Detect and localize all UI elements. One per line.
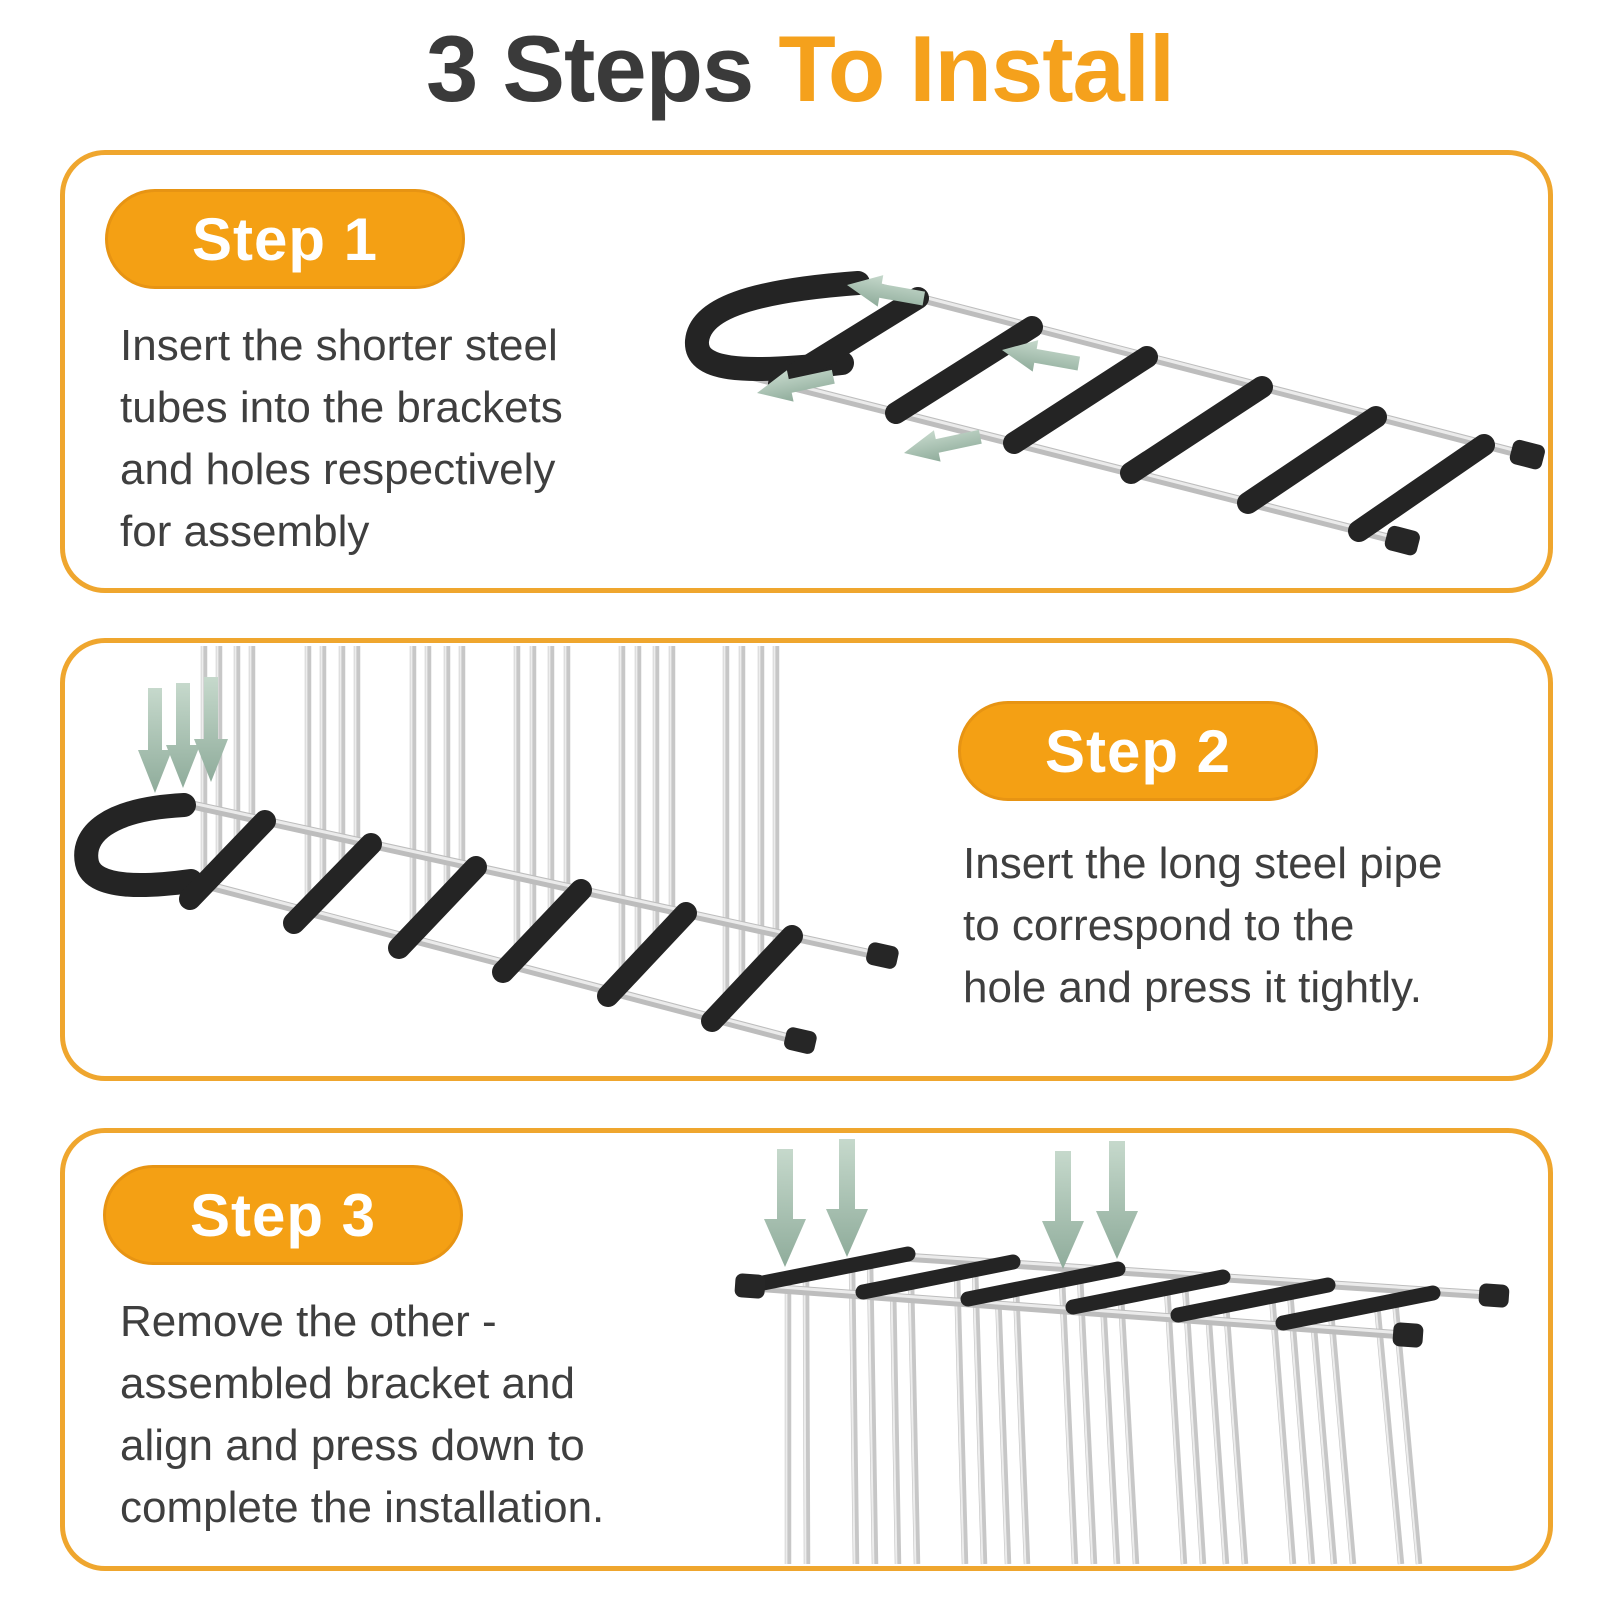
step2-figure-pipes-into-frame (69, 643, 929, 1076)
step2-panel (60, 638, 1553, 1081)
end-cap (783, 1026, 818, 1055)
step3-description (120, 1291, 604, 1539)
description-line: hole and press it tightly. (963, 963, 1422, 1012)
steel-rail-back (174, 799, 876, 955)
end-cap (865, 941, 900, 970)
step1-panel (60, 150, 1553, 593)
step2-badge (958, 701, 1318, 801)
step1-badge-label: Step 1 (191, 205, 379, 273)
down-arrow-icon (138, 688, 172, 793)
down-arrow-icon (166, 683, 200, 788)
description-line: assembled bracket and (120, 1359, 575, 1408)
step1-badge (105, 189, 465, 289)
description-line: to correspond to the (963, 901, 1355, 950)
press-down-arrows (764, 1139, 1138, 1269)
description-line: for assembly (120, 507, 370, 556)
page-title-accent: To Install (753, 16, 1175, 121)
description-line: tubes into the brackets (120, 383, 563, 432)
step1-figure-rack-frame (600, 223, 1550, 585)
step3-figure-top-bracket (693, 1135, 1538, 1566)
description-line: Insert the long steel pipe (963, 839, 1443, 888)
description-line: and holes respectively (120, 445, 556, 494)
page-title (0, 16, 1600, 121)
description-line: complete the installation. (120, 1483, 605, 1532)
down-arrow-icon (194, 677, 228, 782)
end-cap (1383, 524, 1421, 556)
down-arrow-icon (1096, 1141, 1138, 1259)
down-arrow-icon (764, 1149, 806, 1267)
down-arrow-icon (1042, 1151, 1084, 1269)
step1-description (120, 315, 563, 563)
step2-description (963, 833, 1442, 1019)
description-line: align and press down to (120, 1421, 585, 1470)
end-cap (734, 1273, 766, 1299)
step2-badge-label: Step 2 (1044, 717, 1232, 785)
step3-badge-label: Step 3 (189, 1181, 377, 1249)
description-line: Remove the other - (120, 1297, 497, 1346)
u-handle (86, 805, 191, 885)
press-down-arrows (138, 677, 228, 793)
step3-panel (60, 1128, 1553, 1571)
end-cap (1478, 1283, 1510, 1308)
description-line: Insert the shorter steel (120, 321, 558, 370)
page-title-dark: 3 Steps (425, 16, 754, 121)
end-cap (1508, 438, 1546, 470)
step3-badge (103, 1165, 463, 1265)
end-cap (1392, 1322, 1424, 1348)
down-arrow-icon (826, 1139, 868, 1257)
